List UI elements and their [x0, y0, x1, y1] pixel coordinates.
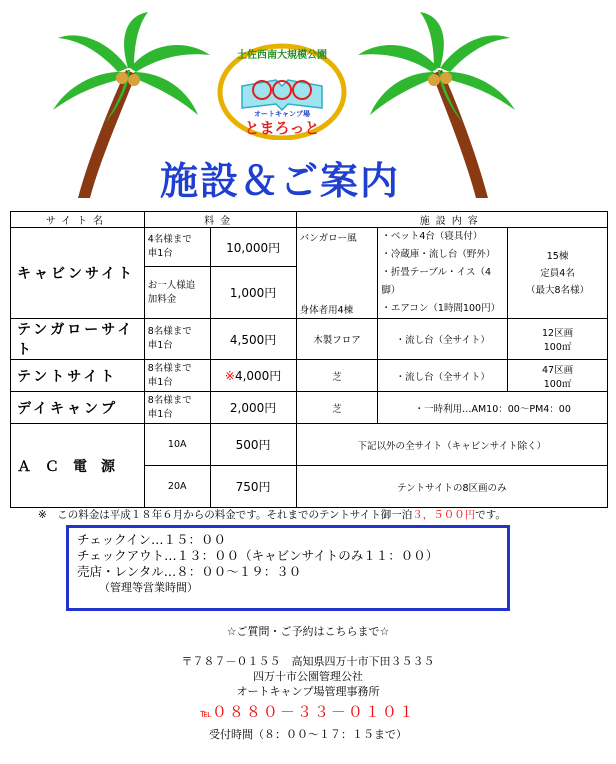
note-price: ３，５００円 — [412, 509, 476, 521]
table-row — [11, 228, 608, 267]
ac-row1-fee: 500円 — [210, 424, 296, 466]
logo-park-name: 土佐西南大規模公園 — [237, 50, 327, 61]
contact-section — [0, 624, 616, 742]
cabin-type-top: バンガロー風 — [299, 233, 357, 244]
ac-row2-desc: テントサイトの8区画のみ — [296, 466, 607, 508]
note-text: ※ この料金は平成１８年６月からの料金です。それまでのテントサイト御一泊 — [38, 509, 413, 521]
cabin-amenity: ・ベット4台（寝具付） — [381, 231, 483, 242]
table-row — [11, 360, 608, 392]
page-title: 施設＆ご案内 — [159, 159, 400, 203]
tengalo-fee: 4,500円 — [210, 319, 296, 360]
tengalo-amenity: ・流し台（全サイト） — [378, 319, 508, 360]
tent-site-name: テントサイト — [11, 360, 145, 392]
tengalo-area: 100㎡ — [543, 342, 572, 353]
contact-org: 四万十市公園管理公社 — [253, 670, 363, 683]
tengalo-fee-label: 8名様まで 車1台 — [144, 319, 210, 360]
contact-office: オートキャンプ場管理事務所 — [236, 685, 380, 698]
tent-amenity: ・流し台（全サイト） — [378, 360, 508, 392]
header-fee: 料金 — [144, 212, 296, 228]
contact-tel-line — [0, 705, 616, 721]
tent-count-cell — [508, 360, 608, 392]
logo-name: とまろっと — [244, 119, 320, 137]
note-suffix: です。 — [475, 509, 506, 521]
checkout-time: チェックアウト…１３：００（キャビンサイトのみ１１：００） — [77, 548, 439, 563]
tent-fee: 4,000円 — [234, 369, 282, 383]
cabin-amenity: ・冷蔵庫・流し台（野外） — [381, 249, 496, 260]
day-fee: 2,000円 — [210, 392, 296, 424]
shop-hours: 売店・レンタル…８：００～１９：３０ — [77, 564, 302, 579]
cabin-amenity: ・エアコン（1時間100円） — [381, 303, 501, 314]
price-note — [38, 507, 506, 522]
tent-fee-cell — [210, 360, 296, 392]
cabin-fee2-label: お一人様追 加料金 — [144, 267, 210, 319]
header-facility: 施設内容 — [296, 212, 607, 228]
shop-hours-note: （管理等営業時間） — [99, 581, 198, 594]
contact-heading: ☆ご質問・ご予約はこちらまで☆ — [226, 625, 390, 638]
cabin-fee2: 1,000円 — [210, 267, 296, 319]
tent-type: 芝 — [296, 360, 378, 392]
ac-row2-fee: 750円 — [210, 466, 296, 508]
day-fee-label: 8名様まで 車1台 — [144, 392, 210, 424]
tengalo-count-cell — [508, 319, 608, 360]
cabin-amenity: ・折畳テーブル・イス（4脚） — [381, 267, 491, 296]
tengalo-site-name: テンガローサイト — [11, 319, 145, 360]
table-header-row — [11, 212, 608, 228]
header-site: サイト名 — [11, 212, 145, 228]
ac-row2-amp: 20A — [144, 466, 210, 508]
tent-fee-mark: ※ — [224, 369, 235, 383]
checkin-time: チェックイン…１５：００ — [77, 532, 227, 547]
contact-address: 〒７８７－０１５５ 高知県四万十市下田３５３５ — [181, 655, 435, 668]
ac-row1-desc: 下記以外の全サイト（キャビンサイト除く） — [296, 424, 607, 466]
ac-site-name: ＡＣ電源 — [11, 424, 145, 508]
logo-sub: オートキャンプ場 — [254, 110, 310, 118]
cabin-fee1: 10,000円 — [210, 228, 296, 267]
cabin-count: 15棟 定員4名 （最大8名様） — [508, 228, 608, 319]
day-site-name: デイキャンプ — [11, 392, 145, 424]
cabin-type-bottom: 身体者用4棟 — [299, 305, 354, 316]
table-row — [11, 424, 608, 466]
tent-area: 100㎡ — [543, 378, 572, 390]
cabin-site-name: キャビンサイト — [11, 228, 145, 319]
cabin-type — [296, 228, 378, 319]
day-amenity: ・一時利用…AM10：00～PM4：00 — [378, 392, 608, 424]
contact-tel[interactable]: ０８８０－３３－０１０１ — [211, 703, 416, 721]
tel-icon: ℡ — [200, 707, 212, 720]
tent-fee-label: 8名様まで 車1台 — [144, 360, 210, 392]
contact-hours: 受付時間（８：００～１７：１５まで） — [209, 728, 407, 741]
fee-table — [10, 211, 608, 508]
tengalo-type: 木製フロア — [296, 319, 378, 360]
hours-box — [66, 525, 510, 611]
ac-row1-amp: 10A — [144, 424, 210, 466]
cabin-fee1-label: 4名様まで 車1台 — [144, 228, 210, 267]
park-logo — [214, 38, 350, 140]
table-row — [11, 319, 608, 360]
tent-count: 47区画 — [542, 364, 574, 376]
tengalo-count: 12区画 — [542, 328, 574, 339]
table-row — [11, 392, 608, 424]
day-type: 芝 — [296, 392, 378, 424]
cabin-amenities — [378, 228, 508, 319]
